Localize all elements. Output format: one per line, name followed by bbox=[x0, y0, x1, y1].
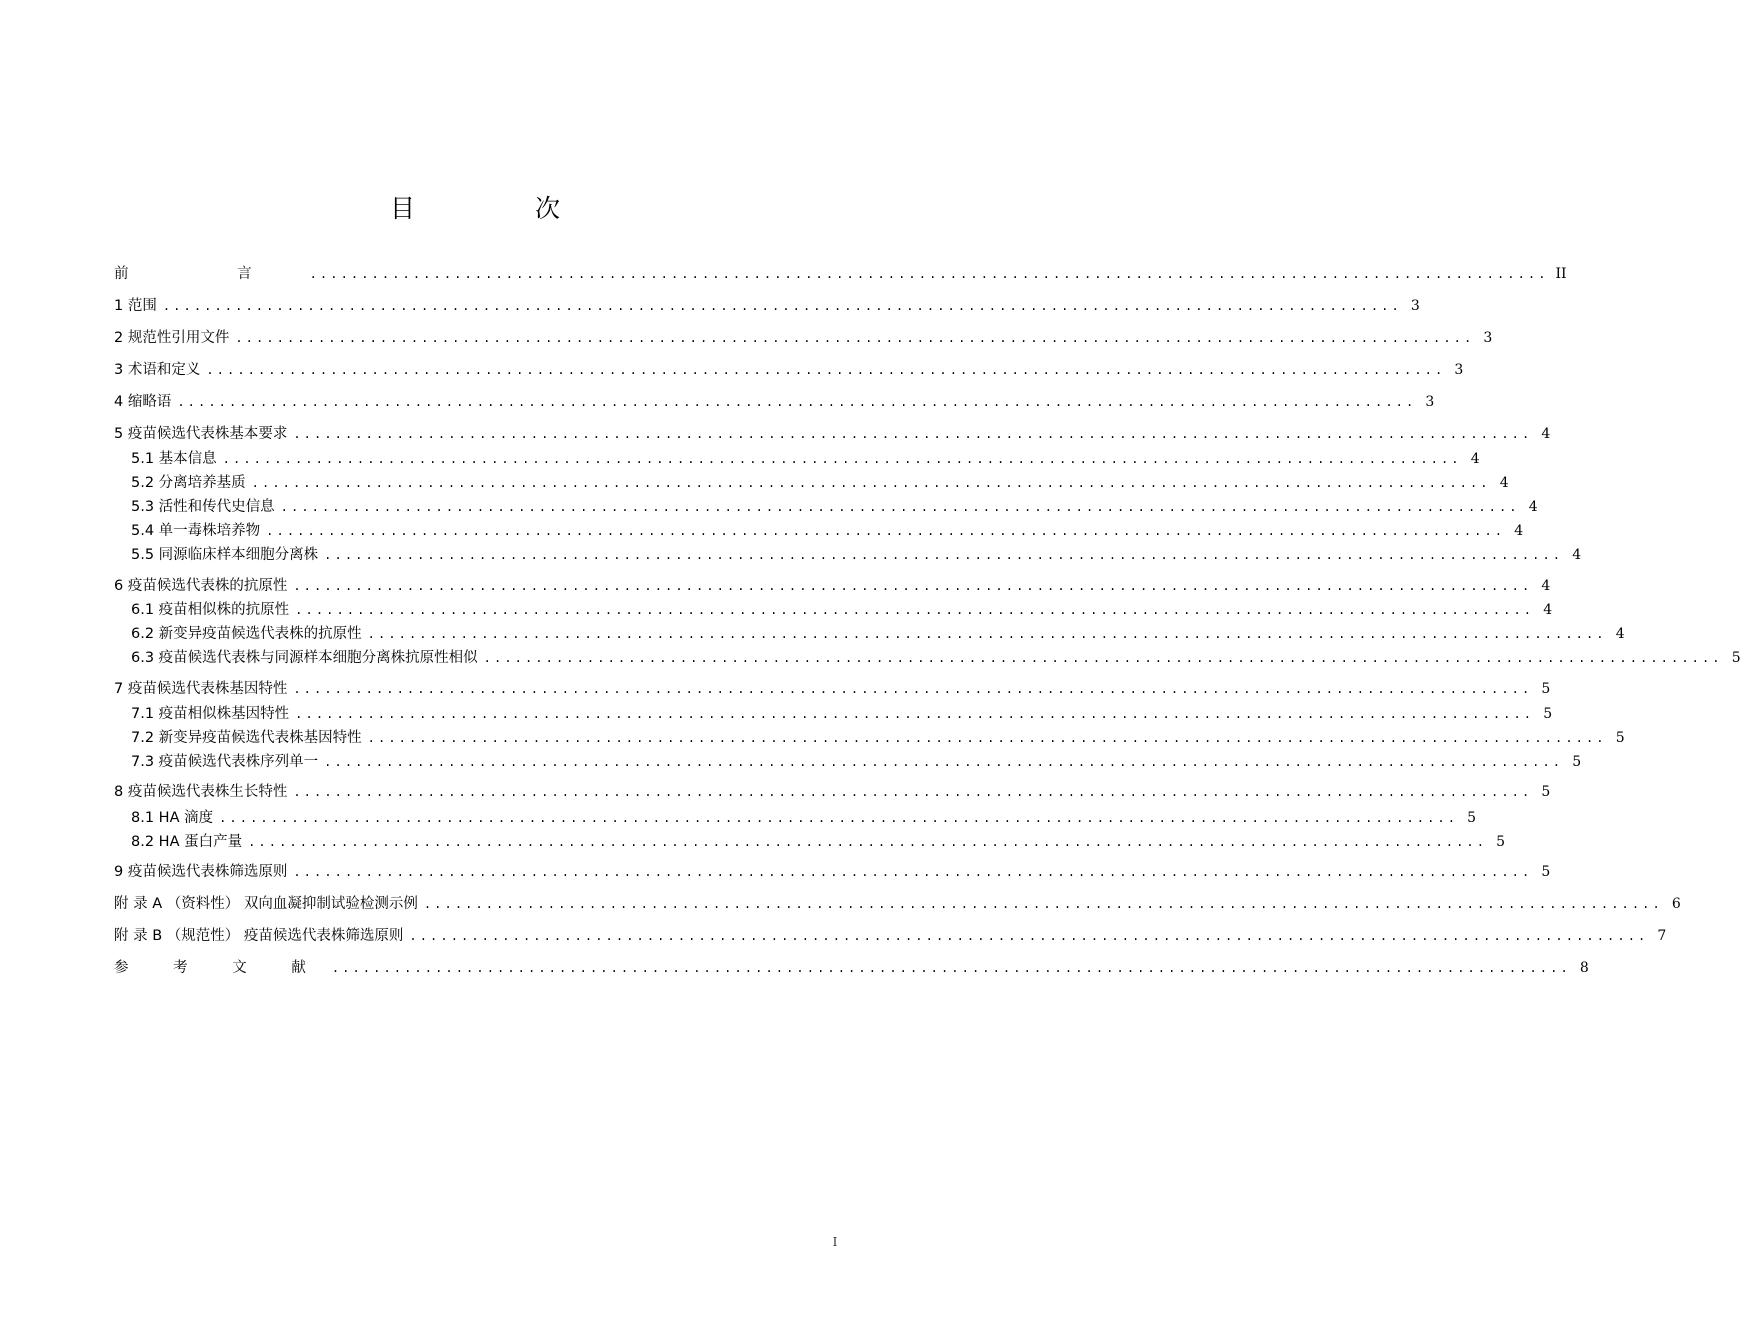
toc-entry-label: 5.4 单一毒株培养物 bbox=[131, 523, 261, 539]
toc-leader: ........................................................................................................................ bbox=[293, 682, 1533, 696]
toc-entry-page: 8 bbox=[1579, 960, 1589, 976]
toc-entry-4[interactable] bbox=[114, 390, 1435, 414]
toc-entry-label: 6.2 新变异疫苗候选代表株的抗原性 bbox=[131, 626, 362, 642]
toc-entry-5-1[interactable] bbox=[131, 447, 1480, 471]
toc-entry-label: 3 术语和定义 bbox=[114, 362, 201, 378]
toc-entry-5-2[interactable] bbox=[131, 471, 1509, 495]
toc-entry-appendix-a[interactable] bbox=[114, 892, 1681, 916]
toc-entry-page: 5 bbox=[1541, 864, 1551, 880]
toc-entry-appendix-b[interactable] bbox=[114, 924, 1667, 948]
toc-entry-label: 5 疫苗候选代表株基本要求 bbox=[114, 426, 288, 442]
toc-entry-label: 6.3 疫苗候选代表株与同源样本细胞分离株抗原性相似 bbox=[131, 650, 478, 666]
toc-leader: ........................................................................................................................ bbox=[324, 548, 1564, 562]
page-title: 目 次 bbox=[390, 194, 616, 223]
toc-entry-label: 7.1 疫苗相似株基因特性 bbox=[131, 706, 290, 722]
toc-entry-page: 3 bbox=[1483, 330, 1493, 346]
toc-leader: ........................................................................................................................ bbox=[280, 500, 1520, 514]
toc-entry-page: 5 bbox=[1496, 834, 1506, 850]
toc-entry-5-5[interactable] bbox=[131, 543, 1582, 567]
toc-leader: ........................................................................................................................ bbox=[266, 524, 1506, 538]
toc-entry-5-3[interactable] bbox=[131, 495, 1538, 519]
toc-leader: ........................................................................................................................ bbox=[423, 897, 1663, 911]
toc-leader: ........................................................................................................................ bbox=[367, 731, 1607, 745]
toc-leader: ........................................................................................................................ bbox=[251, 476, 1491, 490]
toc-entry-label: 附 录 B （规范性） 疫苗候选代表株筛选原则 bbox=[114, 928, 404, 944]
toc-entry-8-1[interactable] bbox=[131, 806, 1477, 830]
toc-leader: ........................................................................................................................ bbox=[293, 579, 1533, 593]
toc-entry-label: 5.5 同源临床样本细胞分离株 bbox=[131, 547, 319, 563]
toc-entry-7-2[interactable] bbox=[131, 726, 1625, 750]
toc-entry-label: 1 范围 bbox=[114, 298, 157, 314]
toc-entry-page: 4 bbox=[1572, 547, 1582, 563]
toc-entry-foreword[interactable] bbox=[114, 262, 1567, 286]
toc-entry-page: 4 bbox=[1615, 626, 1625, 642]
toc-entry-3[interactable] bbox=[114, 358, 1464, 382]
toc-entry-page: 7 bbox=[1657, 928, 1667, 944]
toc-entry-page: 5 bbox=[1541, 681, 1551, 697]
toc-entry-page: 4 bbox=[1470, 451, 1480, 467]
toc-entry-page: 5 bbox=[1731, 650, 1741, 666]
toc-entry-label: 5.3 活性和传代史信息 bbox=[131, 499, 275, 515]
toc-entry-label: 前 言 bbox=[114, 266, 304, 282]
toc-leader: ........................................................................................................................ bbox=[222, 452, 1462, 466]
toc-entry-label: 8 疫苗候选代表株生长特性 bbox=[114, 784, 288, 800]
toc-entry-page: 5 bbox=[1615, 730, 1625, 746]
toc-leader: ........................................................................................................................ bbox=[206, 363, 1446, 377]
toc-entry-page: 3 bbox=[1410, 298, 1420, 314]
toc-entry-page: 3 bbox=[1454, 362, 1464, 378]
toc-entry-page: 5 bbox=[1572, 754, 1582, 770]
toc-leader: ........................................................................................................................ bbox=[483, 651, 1723, 665]
toc-leader: ........................................................................................................................ bbox=[309, 267, 1549, 281]
toc-leader: ........................................................................................................................ bbox=[331, 961, 1571, 975]
toc-entry-5[interactable] bbox=[114, 422, 1551, 446]
toc-entry-page: 4 bbox=[1541, 426, 1551, 442]
toc-entry-label: 参 考 文 献 bbox=[114, 960, 326, 976]
toc-leader: ........................................................................................................................ bbox=[293, 427, 1533, 441]
toc-entry-label: 6 疫苗候选代表株的抗原性 bbox=[114, 578, 288, 594]
toc-entry-label: 5.1 基本信息 bbox=[131, 451, 217, 467]
toc-entry-6-1[interactable] bbox=[131, 598, 1553, 622]
toc-entry-label: 8.2 HA 蛋白产量 bbox=[131, 834, 243, 850]
toc-entry-6[interactable] bbox=[114, 574, 1551, 598]
toc-entry-label: 4 缩略语 bbox=[114, 394, 172, 410]
toc-leader: ........................................................................................................................ bbox=[295, 707, 1535, 721]
toc-entry-1[interactable] bbox=[114, 294, 1420, 318]
toc-entry-references[interactable] bbox=[114, 956, 1589, 980]
toc-entry-label: 2 规范性引用文件 bbox=[114, 330, 230, 346]
toc-entry-label: 6.1 疫苗相似株的抗原性 bbox=[131, 602, 290, 618]
toc-entry-label: 5.2 分离培养基质 bbox=[131, 475, 246, 491]
toc-entry-label: 附 录 A （资料性） 双向血凝抑制试验检测示例 bbox=[114, 896, 418, 912]
toc-entry-6-2[interactable] bbox=[131, 622, 1625, 646]
toc-leader: ........................................................................................................................ bbox=[162, 299, 1402, 313]
toc-entry-page: 4 bbox=[1543, 602, 1553, 618]
toc-leader: ........................................................................................................................ bbox=[367, 627, 1607, 641]
toc-leader: ........................................................................................................................ bbox=[219, 811, 1459, 825]
toc-entry-label: 7.2 新变异疫苗候选代表株基因特性 bbox=[131, 730, 362, 746]
toc-entry-2[interactable] bbox=[114, 326, 1493, 350]
toc-entry-label: 9 疫苗候选代表株筛选原则 bbox=[114, 864, 288, 880]
toc-entry-page: 5 bbox=[1543, 706, 1553, 722]
toc-entry-9[interactable] bbox=[114, 860, 1551, 884]
toc-leader: ........................................................................................................................ bbox=[409, 929, 1649, 943]
toc-leader: ........................................................................................................................ bbox=[295, 603, 1535, 617]
toc-entry-page: 5 bbox=[1467, 810, 1477, 826]
toc-entry-page: 4 bbox=[1528, 499, 1538, 515]
toc-entry-page: 4 bbox=[1499, 475, 1509, 491]
toc-entry-page: 3 bbox=[1425, 394, 1435, 410]
toc-entry-8[interactable] bbox=[114, 780, 1551, 804]
toc-entry-label: 7 疫苗候选代表株基因特性 bbox=[114, 681, 288, 697]
toc-entry-8-2[interactable] bbox=[131, 830, 1506, 854]
toc-entry-label: 8.1 HA 滴度 bbox=[131, 810, 214, 826]
toc-entry-6-3[interactable] bbox=[131, 646, 1741, 670]
toc-leader: ........................................................................................................................ bbox=[324, 755, 1564, 769]
toc-entry-page: 4 bbox=[1514, 523, 1524, 539]
page-number: I bbox=[832, 1235, 838, 1249]
toc-entry-label: 7.3 疫苗候选代表株序列单一 bbox=[131, 754, 319, 770]
toc-entry-7-3[interactable] bbox=[131, 750, 1582, 774]
toc-leader: ........................................................................................................................ bbox=[293, 785, 1533, 799]
toc-entry-page: 4 bbox=[1541, 578, 1551, 594]
toc-entry-page: II bbox=[1555, 266, 1567, 282]
toc-leader: ........................................................................................................................ bbox=[248, 835, 1488, 849]
toc-entry-5-4[interactable] bbox=[131, 519, 1524, 543]
toc-leader: ........................................................................................................................ bbox=[177, 395, 1417, 409]
toc-entry-page: 5 bbox=[1541, 784, 1551, 800]
toc-entry-7-1[interactable] bbox=[131, 702, 1553, 726]
toc-leader: ........................................................................................................................ bbox=[293, 865, 1533, 879]
toc-leader: ........................................................................................................................ bbox=[235, 331, 1475, 345]
toc-entry-7[interactable] bbox=[114, 677, 1551, 701]
toc-entry-page: 6 bbox=[1671, 896, 1681, 912]
